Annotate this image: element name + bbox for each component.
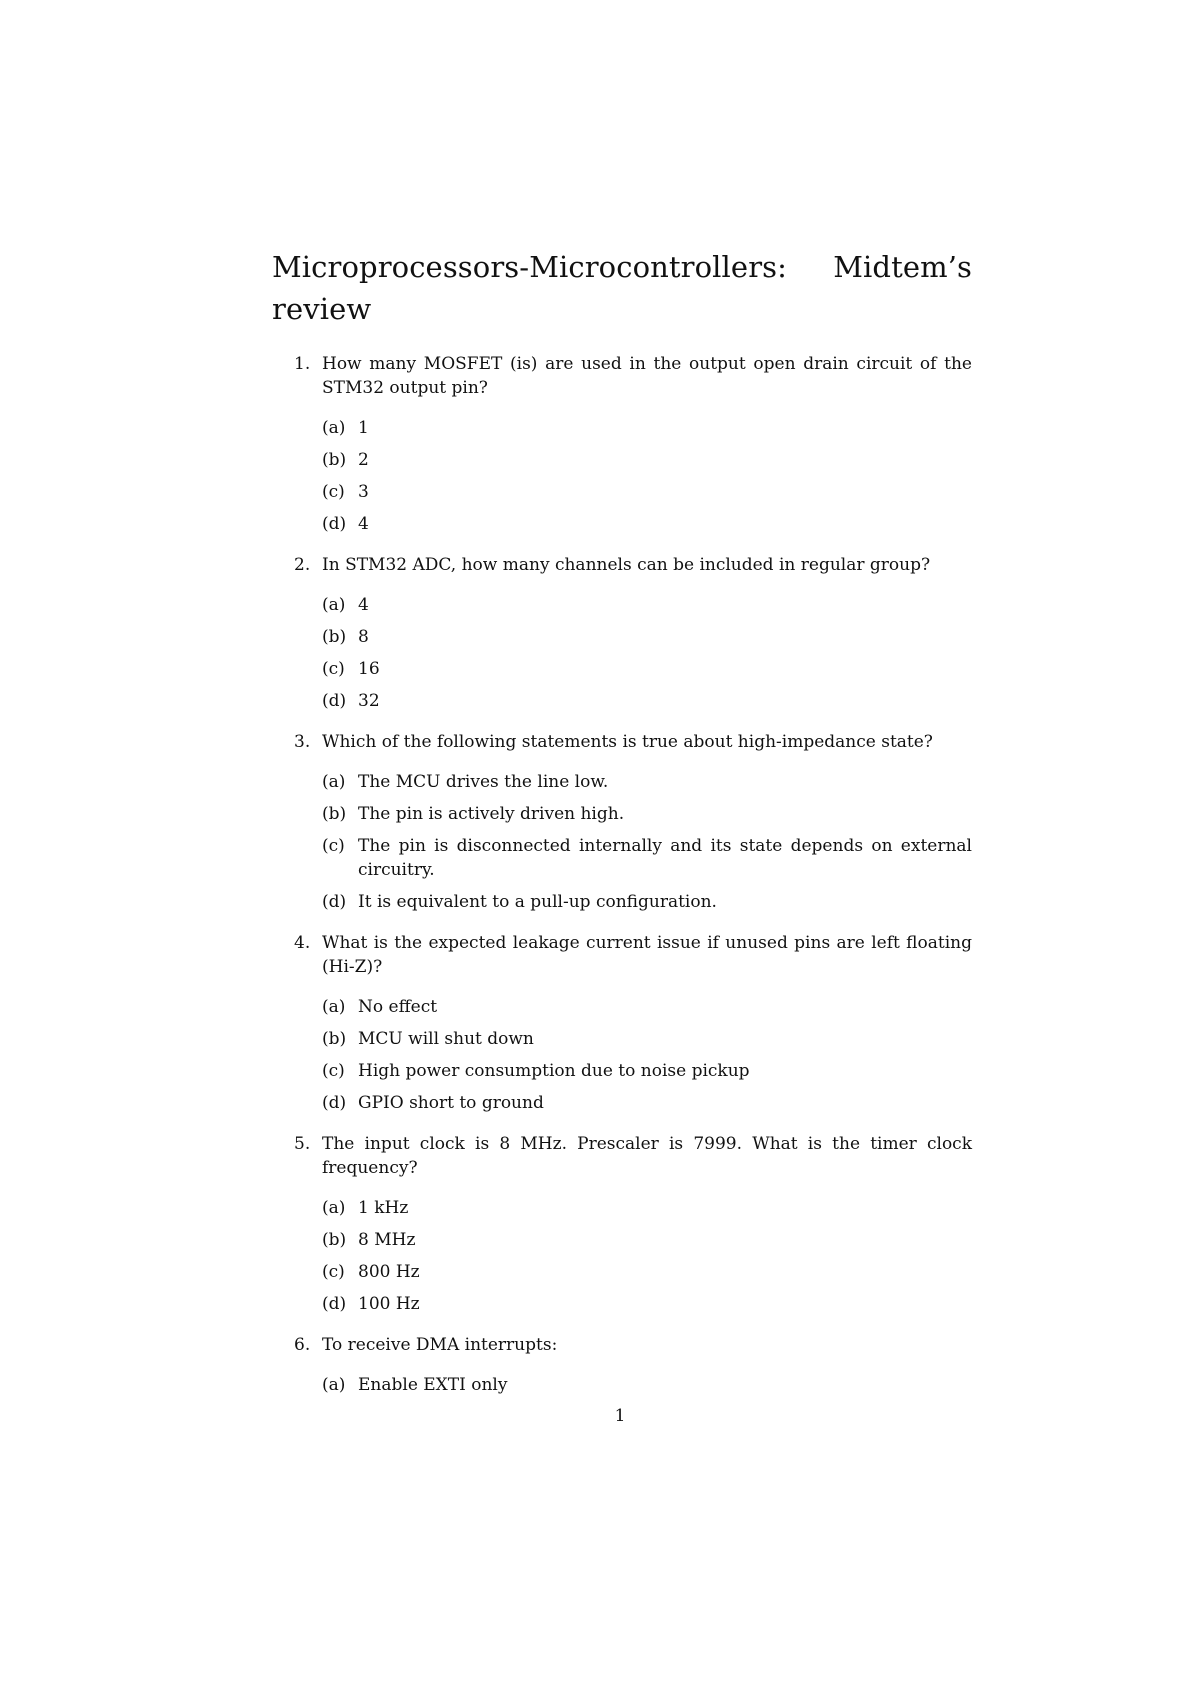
answer-option — [322, 1059, 972, 1083]
option-label: (a) — [322, 595, 346, 615]
answer-option — [322, 1196, 972, 1220]
answer-option — [322, 834, 972, 882]
answer-option — [322, 512, 972, 536]
option-label: (c) — [322, 482, 345, 502]
answer-option — [322, 657, 972, 681]
option-text: 1 kHz — [358, 1198, 409, 1218]
option-label: (c) — [322, 659, 345, 679]
option-label: (d) — [322, 1093, 347, 1113]
option-label: (a) — [322, 772, 346, 792]
option-text: MCU will shut down — [358, 1029, 534, 1049]
answer-options — [322, 593, 972, 713]
question-item — [272, 931, 972, 1115]
option-text: Enable EXTI only — [358, 1375, 508, 1395]
question-item — [272, 553, 972, 713]
option-text: 32 — [358, 691, 380, 711]
question-text: What is the expected leakage current issue if unused pins are left floating (Hi-Z)? — [322, 933, 972, 977]
option-label: (b) — [322, 450, 347, 470]
option-text: The pin is disconnected internally and its state depends on external circuitry. — [358, 836, 972, 880]
answer-option — [322, 770, 972, 794]
answer-options — [322, 1373, 972, 1397]
answer-option — [322, 1228, 972, 1252]
page-number: 1 — [614, 1406, 626, 1426]
question-item — [272, 1333, 972, 1397]
answer-option — [322, 625, 972, 649]
question-text: Which of the following statements is true about high-impedance state? — [322, 732, 933, 752]
question-item — [272, 1132, 972, 1316]
option-text: The MCU drives the line low. — [358, 772, 609, 792]
option-text: 100 Hz — [358, 1294, 420, 1314]
question-list — [272, 352, 972, 1397]
answer-option — [322, 480, 972, 504]
answer-option — [322, 1373, 972, 1397]
option-label: (a) — [322, 418, 346, 438]
question-number: 2. — [294, 555, 311, 575]
question-number: 5. — [294, 1134, 311, 1154]
option-label: (b) — [322, 627, 347, 647]
question-text: To receive DMA interrupts: — [322, 1335, 558, 1355]
option-text: GPIO short to ground — [358, 1093, 544, 1113]
option-label: (d) — [322, 892, 347, 912]
question-text: The input clock is 8 MHz. Prescaler is 7999. What is the timer clock frequency? — [322, 1134, 972, 1178]
answer-options — [322, 770, 972, 914]
option-label: (d) — [322, 691, 347, 711]
question-number: 3. — [294, 732, 311, 752]
answer-option — [322, 1091, 972, 1115]
option-label: (a) — [322, 997, 346, 1017]
option-text: It is equivalent to a pull-up configuration. — [358, 892, 717, 912]
option-text: 16 — [358, 659, 380, 679]
answer-option — [322, 1292, 972, 1316]
option-label: (b) — [322, 1029, 347, 1049]
option-text: The pin is actively driven high. — [358, 804, 625, 824]
question-text: How many MOSFET (is) are used in the output open drain circuit of the STM32 output pin? — [322, 354, 972, 398]
answer-option — [322, 1260, 972, 1284]
option-text: 8 — [358, 627, 369, 647]
answer-option — [322, 995, 972, 1019]
answer-option — [322, 416, 972, 440]
answer-options — [322, 416, 972, 536]
option-label: (d) — [322, 514, 347, 534]
answer-options — [322, 995, 972, 1115]
option-label: (c) — [322, 1061, 345, 1081]
option-label: (a) — [322, 1198, 346, 1218]
answer-option — [322, 890, 972, 914]
question-number: 1. — [294, 354, 311, 374]
answer-option — [322, 1027, 972, 1051]
question-number: 4. — [294, 933, 311, 953]
option-text: 4 — [358, 514, 369, 534]
answer-options — [322, 1196, 972, 1316]
question-number: 6. — [294, 1335, 311, 1355]
question-item — [272, 730, 972, 914]
answer-option — [322, 689, 972, 713]
question-text: In STM32 ADC, how many channels can be included in regular group? — [322, 555, 931, 575]
option-text: High power consumption due to noise pickup — [358, 1061, 750, 1081]
answer-option — [322, 448, 972, 472]
option-label: (b) — [322, 804, 347, 824]
question-item — [272, 352, 972, 536]
option-text: 1 — [358, 418, 369, 438]
option-text: No effect — [358, 997, 438, 1017]
option-text: 8 MHz — [358, 1230, 416, 1250]
option-text: 4 — [358, 595, 369, 615]
option-label: (b) — [322, 1230, 347, 1250]
option-text: 2 — [358, 450, 369, 470]
option-label: (d) — [322, 1294, 347, 1314]
document-title: Microprocessors-Microcontrollers: Midtem’s review — [272, 250, 972, 326]
document-page — [272, 246, 972, 1414]
option-text: 3 — [358, 482, 369, 502]
option-label: (c) — [322, 1262, 345, 1282]
option-text: 800 Hz — [358, 1262, 420, 1282]
answer-option — [322, 593, 972, 617]
answer-option — [322, 802, 972, 826]
option-label: (c) — [322, 836, 345, 856]
option-label: (a) — [322, 1375, 346, 1395]
